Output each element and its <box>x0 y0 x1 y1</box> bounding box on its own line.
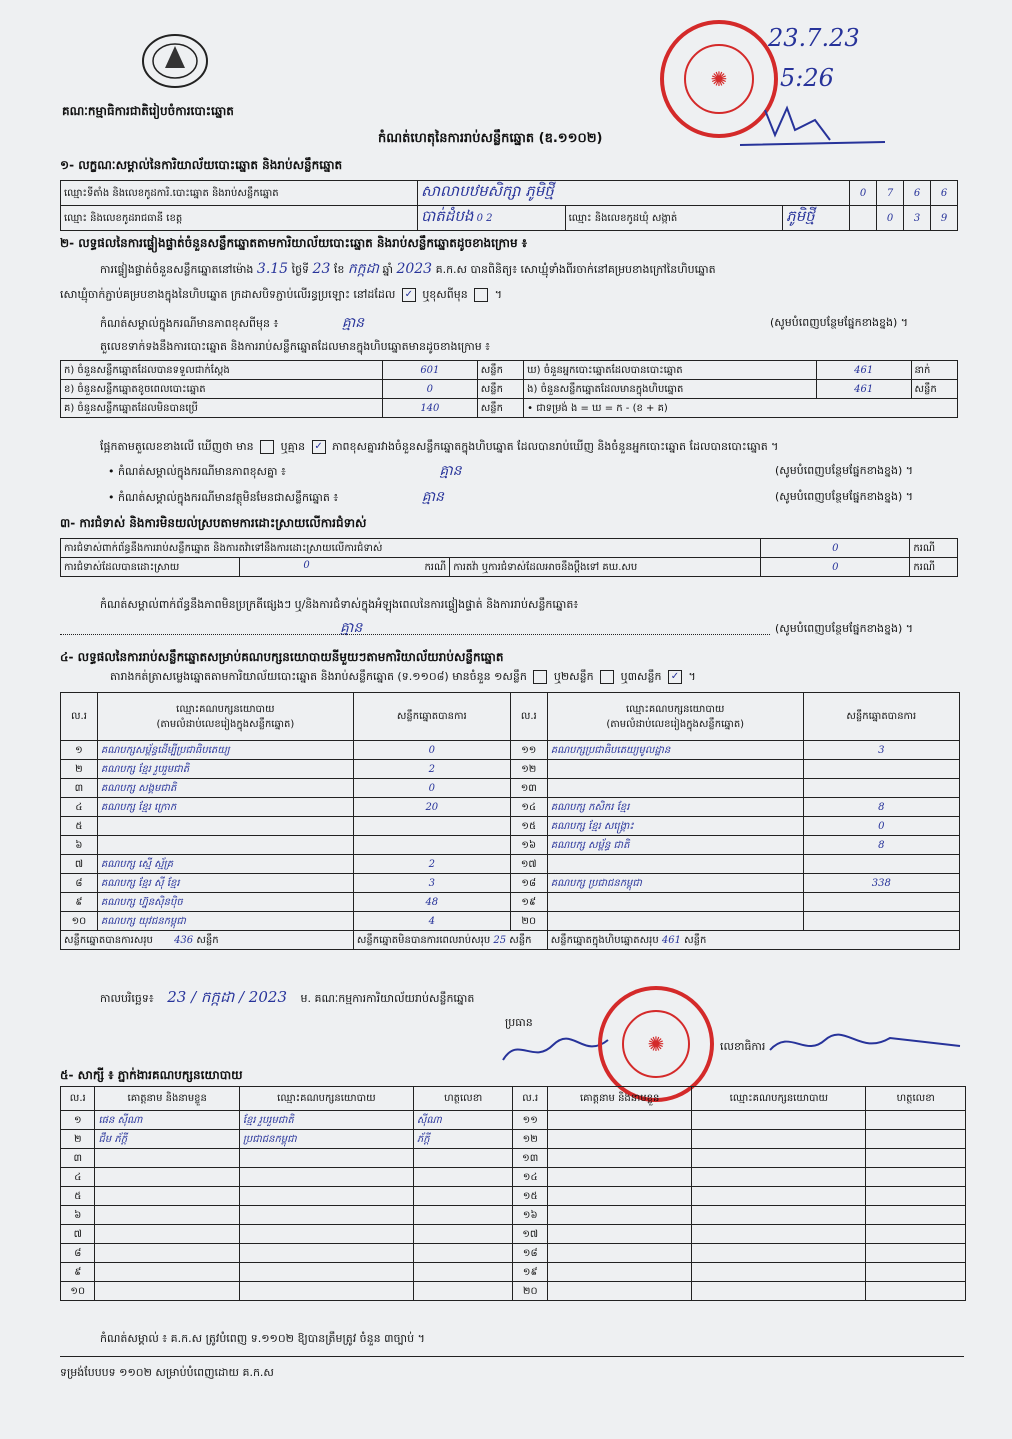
footer-note: កំណត់សម្គាល់ ៖ គ.ក.ស ត្រូវបំពេញ ទ.១១០២ ឱ្យបានត្រឹមត្រូវ ចំនួន ៣ច្បាប់ ។ <box>100 1332 425 1345</box>
col-name: គោត្តនាម និងនាមខ្លួន <box>95 1087 239 1111</box>
row-no: ១៧ <box>513 1225 547 1244</box>
witness-signature: ស៊ីណា <box>413 1111 513 1130</box>
row-no: ៧ <box>61 1225 95 1244</box>
row-no: ៦ <box>61 836 98 855</box>
s1-code-digit: 0 <box>850 181 877 206</box>
row-no: ៩ <box>61 1263 95 1282</box>
s1-commune-value: ភូមិថ្មី <box>786 207 815 225</box>
s2-month: កក្កដា <box>347 261 379 277</box>
figure-value: 461 <box>816 380 911 399</box>
vote-count: 0 <box>803 817 959 836</box>
complaint-unit: ករណី <box>910 558 958 577</box>
s2-bullet-2 <box>108 490 444 505</box>
s2-bullet-1 <box>108 464 462 479</box>
row-no: ១៨ <box>513 1244 547 1263</box>
result-row <box>61 798 960 817</box>
party-name <box>97 817 353 836</box>
result-row <box>61 855 960 874</box>
total-box-value: 461 <box>661 934 681 946</box>
no-difference-checkbox[interactable]: ✓ <box>312 440 326 454</box>
secretary-label: លេខាធិការ <box>720 1040 766 1053</box>
seal-icon: ✺ <box>622 1010 691 1079</box>
s3-note: កំណត់សម្គាល់ពាក់ព័ន្ធនឹងភាពមិនប្រក្រតីផ្សេងៗ ឬ/និងការជំទាស់ក្នុងអំឡុងពេលនៃការផ្ទៀងផ្ទាត់ និងការរាប់សន្លឹកឆ្នោត៖ <box>100 598 579 611</box>
same-checkbox[interactable]: ✓ <box>402 288 416 302</box>
figure-label: ឃ) ចំនួនអ្នកបោះឆ្នោតដែលបានបោះឆ្នោត <box>524 361 817 380</box>
total-unit: សន្លឹក <box>196 934 219 946</box>
result-row <box>61 912 960 931</box>
vote-count <box>803 779 959 798</box>
complaints-table <box>60 538 958 577</box>
result-row <box>61 817 960 836</box>
signature-mark <box>735 100 895 150</box>
s2-text: ថ្ងៃទី <box>291 263 310 276</box>
s2-text: ការផ្ទៀងផ្ទាត់ចំនួនសន្លឹកឆ្នោតនៅម៉ោង <box>100 263 254 276</box>
vote-count <box>803 855 959 874</box>
vote-count: 3 <box>353 874 510 893</box>
witness-name: ផេន ស៊ីណា <box>95 1111 239 1130</box>
s2-text: ឬគ្មាន <box>280 440 306 453</box>
col-sign: ហត្ថលេខា <box>866 1087 966 1111</box>
col-party-title: ឈ្មោះគណបក្សនយោបាយ <box>625 703 725 715</box>
chair-label: ប្រធាន <box>505 1016 533 1029</box>
witness-party: ប្រជាជនកម្ពុជា <box>239 1130 413 1149</box>
s2-difference-note <box>100 316 364 331</box>
row-no: ២០ <box>510 912 547 931</box>
figure-unit: សន្លឹក <box>477 361 523 380</box>
org-name: គណៈកម្មាធិការជាតិរៀបចំការបោះឆ្នោត <box>62 104 234 118</box>
party-name: គណបក្ស ខ្មែរ ស៊ី ខ្មែរ <box>97 874 353 893</box>
witness-signature: ភ័ក្តី <box>413 1130 513 1149</box>
s2-discrepancy-line <box>100 440 778 454</box>
vote-count <box>803 893 959 912</box>
party-name: គណបក្សសម្ព័ន្ធដើម្បីប្រជាធិបតេយ្យ <box>97 741 353 760</box>
fill-hint: (សូមបំពេញបន្ថែមផ្នែកខាងខ្នង) ។ <box>775 464 914 477</box>
party-name <box>97 836 353 855</box>
handwritten-time: 5:26 <box>780 64 834 92</box>
vote-count <box>353 817 510 836</box>
col-votes: សន្លឹកឆ្នោតបានការ <box>353 693 510 741</box>
s4-text: ឬ២សន្លឹក <box>553 670 594 683</box>
fill-hint: (សូមបំពេញបន្ថែមផ្នែកខាងខ្នង) ។ <box>770 316 909 329</box>
party-name: គណបក្ស ហ្វ៊ុនស៊ិនប៉ិច <box>97 893 353 912</box>
section4-heading: ៤- លទ្ធផលនៃការរាប់សន្លឹកឆ្នោតសម្រាប់គណបក្សនយោបាយនីមួយៗតាមការិយាល័យរាប់សន្លឹកឆ្នោត <box>60 650 504 664</box>
party-name: គណបក្ស ខ្មែរ រួបរួមជាតិ <box>97 760 353 779</box>
complaint-label: ការជំទាស់ពាក់ព័ន្ធនឹងការរាប់សន្លឹកឆ្នោត និងការតវ៉ាទៅនឹងការដោះស្រាយលើការជំទាស់ <box>61 539 761 558</box>
row-no: ១២ <box>510 760 547 779</box>
party-name <box>547 779 803 798</box>
row-no: ៣ <box>61 779 98 798</box>
vote-count: 20 <box>353 798 510 817</box>
total-valid-label: សន្លឹកឆ្នោតបានការសរុប <box>64 934 153 946</box>
s2-text: គ.ក.ស បានពិនិត្យ៖ សោឃ្មុំទាំងពីរចាក់នៅគម្របខាងក្រៅនៃហិបឆ្នោត <box>435 263 716 276</box>
appeal-value: 0 <box>761 558 910 577</box>
row-no: ១៨ <box>510 874 547 893</box>
figure-value: 0 <box>383 380 478 399</box>
result-row <box>61 741 960 760</box>
appeal-label: ការតវ៉ា ឬការជំទាស់ដែលអាចនឹងប្តឹងទៅ គឃ.សប <box>450 558 761 577</box>
party-name: គណបក្ស សម្ព័ន្ធ ជាតិ <box>547 836 803 855</box>
party-name: គណបក្ស ខ្មែរ ក្រោក <box>97 798 353 817</box>
witness-row <box>61 1263 966 1282</box>
ballot-figures-table <box>60 360 958 418</box>
figure-label: ង) ចំនួនសន្លឹកឆ្នោតដែលមានក្នុងហិបឆ្នោត <box>524 380 817 399</box>
figures-row <box>61 380 958 399</box>
witness-row <box>61 1187 966 1206</box>
two-sheets-checkbox[interactable] <box>600 670 614 684</box>
witness-row <box>61 1225 966 1244</box>
row-no: ៧ <box>61 855 98 874</box>
row-no: ១១ <box>513 1111 547 1130</box>
party-name <box>547 855 803 874</box>
figure-unit: សន្លឹក <box>477 380 523 399</box>
row-no: ៨ <box>61 874 98 893</box>
witness-row <box>61 1111 966 1130</box>
party-name: គណបក្ស កសិករ ខ្មែរ <box>547 798 803 817</box>
col-party-sub: (តាមលំដាប់លេខរៀងក្នុងសន្លឹកឆ្នោត) <box>606 718 745 730</box>
row-no: ១ <box>61 1111 95 1130</box>
figure-label: ខ) ចំនួនសន្លឹកឆ្នោតខូចពេលបោះឆ្នោត <box>61 380 383 399</box>
row-no: ១ <box>61 741 98 760</box>
row-no: ១៧ <box>510 855 547 874</box>
s2-figures-intro: តួលេខទាក់ទងនឹងការបោះឆ្នោត និងការរាប់សន្លឹកឆ្នោតដែលមានក្នុងហិបឆ្នោតមានដូចខាងក្រោម ៖ <box>100 340 491 353</box>
s1-location-value: សាលាបឋមសិក្សា ភូមិថ្មី <box>421 182 554 200</box>
vote-count: 338 <box>803 874 959 893</box>
row-no: ១៥ <box>513 1187 547 1206</box>
s4-text: តារាងកត់ត្រាសម្លេងឆ្នោតតាមការិយាល័យបោះឆ្នោត និងរាប់សន្លឹកឆ្នោត (ទ.១១០៨) មានចំនួន ១សន្លឹក <box>110 670 527 683</box>
s1-province-code: 2 <box>486 213 493 224</box>
row-no: ១៩ <box>513 1263 547 1282</box>
col-no: ល.រ <box>510 693 547 741</box>
fill-hint: (សូមបំពេញបន្ថែមផ្នែកខាងខ្នង) ។ <box>775 490 914 503</box>
row-no: ៤ <box>61 798 98 817</box>
col-name: គោត្តនាម និងនាមខ្លួន <box>547 1087 691 1111</box>
total-invalid-value: 25 <box>493 934 507 946</box>
party-name: គណបក្ស ខ្មែរ សង្គ្រោះ <box>547 817 803 836</box>
s3-note-value: គ្មាន <box>340 620 363 636</box>
vote-count: 3 <box>803 741 959 760</box>
fill-hint: (សូមបំពេញបន្ថែមផ្នែកខាងខ្នង) ។ <box>775 622 914 635</box>
witness-row <box>61 1168 966 1187</box>
total-unit: សន្លឹក <box>509 934 532 946</box>
date-line <box>100 990 474 1006</box>
figure-label: គ) ចំនួនសន្លឹកឆ្នោតដែលមិនបានប្រើ <box>61 399 383 418</box>
s2-verify-line <box>100 262 716 277</box>
result-row <box>61 760 960 779</box>
vote-count: 4 <box>353 912 510 931</box>
nec-logo <box>140 32 210 90</box>
s2-text: សោឃ្មុំចាក់ភ្ជាប់គម្របខាងក្នុងនៃហិបឆ្នោត ក្រដាសបិទភ្ជាប់លើរន្ធប្រឡោះ នៅដដែល <box>60 288 396 301</box>
col-party <box>97 693 353 741</box>
s1-commune-label: ឈ្មោះ និងលេខកូដឃុំ សង្កាត់ <box>565 206 782 231</box>
s2-year: 2023 <box>396 261 433 277</box>
figure-value: 140 <box>383 399 478 418</box>
figures-row <box>61 361 958 380</box>
vote-count <box>803 912 959 931</box>
complaint-unit: ករណី <box>424 561 447 573</box>
row-no: ៥ <box>61 1187 95 1206</box>
figure-value: 601 <box>383 361 478 380</box>
s2-text: • កំណត់សម្គាល់ក្នុងករណីមានភាពខុសគ្នា ៖ <box>108 465 286 478</box>
s2-text: ផ្អែកតាមតួលេខខាងលើ ឃើញថា មាន <box>100 440 254 453</box>
vote-count: 0 <box>353 741 510 760</box>
row-no: ៩ <box>61 893 98 912</box>
s2-bullet1-value: គ្មាន <box>439 463 462 479</box>
vote-count <box>353 836 510 855</box>
s2-note-value: គ្មាន <box>341 315 365 331</box>
three-sheets-checkbox[interactable]: ✓ <box>668 670 682 684</box>
row-no: ១៤ <box>510 798 547 817</box>
changed-checkbox[interactable] <box>474 288 488 302</box>
row-no: ១៤ <box>513 1168 547 1187</box>
row-no: ១៩ <box>510 893 547 912</box>
vote-count: 8 <box>803 836 959 855</box>
party-name: គណបក្ស ប្រជាជនកម្ពុជា <box>547 874 803 893</box>
total-invalid-label: សន្លឹកឆ្នោតមិនបានការពេលរាប់សរុប <box>356 934 491 946</box>
col-no: ល.រ <box>61 693 98 741</box>
section1-heading: ១- លក្ខណៈសម្គាល់នៃការិយាល័យបោះឆ្នោត និងរាប់សន្លឹកឆ្នោត <box>60 158 343 172</box>
party-name <box>547 893 803 912</box>
official-stamp-bottom <box>598 986 714 1102</box>
has-difference-checkbox[interactable] <box>260 440 274 454</box>
witness-name: ជឹម ភ័ក្តី <box>95 1130 239 1149</box>
one-sheet-checkbox[interactable] <box>533 670 547 684</box>
s2-text: ភាពខុសគ្នារវាងចំនួនសន្លឹកឆ្នោតក្នុងហិបឆ្នោត ដែលបានរាប់ឃើញ និងចំនួនអ្នកបោះឆ្នោត ដែលបានបោះឆ្នោត ។ <box>332 440 779 453</box>
totals-row <box>61 931 960 950</box>
seal-icon: ✺ <box>684 44 754 114</box>
s1-code-digit: 6 <box>904 181 931 206</box>
figure-formula: • ជាទម្រង់ ង = ឃ = ក - (ខ + គ) <box>524 399 958 418</box>
vote-count <box>803 760 959 779</box>
col-party: ឈ្មោះគណបក្សនយោបាយ <box>239 1087 413 1111</box>
s1-location-label: ឈ្មោះទីតាំង និងលេខកូដការិ.បោះឆ្នោត និងរាប់សន្លឹកឆ្នោត <box>61 181 418 206</box>
vote-count: 8 <box>803 798 959 817</box>
row-no: ១២ <box>513 1130 547 1149</box>
s2-text: ឬខុសពីមុន <box>422 288 468 301</box>
row-no: ១៥ <box>510 817 547 836</box>
row-no: ១៦ <box>510 836 547 855</box>
document-title: កំណត់ហេតុនៃការរាប់សន្លឹកឆ្នោត (ឌ.១១០២) <box>378 131 603 146</box>
total-box-cell <box>547 931 959 950</box>
row-no: ១០ <box>61 1282 95 1301</box>
signature-mark <box>760 1028 970 1062</box>
form-reference: ទម្រង់បែបបទ ១១០២ សម្រាប់បំពេញដោយ គ.ក.ស <box>60 1366 274 1379</box>
row-no: ២ <box>61 760 98 779</box>
s4-text: ឬ៣សន្លឹក <box>620 670 662 683</box>
row-no: ៣ <box>61 1149 95 1168</box>
s1-commune-code: 3 <box>904 206 931 231</box>
witness-table <box>60 1086 966 1301</box>
row-no: ១៦ <box>513 1206 547 1225</box>
figures-row <box>61 399 958 418</box>
s2-hour: 3.15 <box>256 261 289 277</box>
party-name: គណបក្ស ស្មើ ស្ម័គ្រ <box>97 855 353 874</box>
row-no: ៤ <box>61 1168 95 1187</box>
figure-label: ក) ចំនួនសន្លឹកឆ្នោតដែលបានទទួលជាក់ស្តែង <box>61 361 383 380</box>
figure-unit: នាក់ <box>911 361 957 380</box>
s1-province-label: ឈ្មោះ និងលេខកូដរាជធានី ខេត្ត <box>61 206 418 231</box>
committee-label: ម. គណៈកម្មការការិយាល័យរាប់សន្លឹកឆ្នោត <box>300 992 475 1005</box>
s1-province-value: បាត់ដំបង <box>421 207 474 225</box>
date-value: 23 / កក្កដា / 2023 <box>167 988 287 1006</box>
result-row <box>61 836 960 855</box>
col-no: ល.រ <box>513 1087 547 1111</box>
s2-text: ឆ្នាំ <box>382 263 393 276</box>
section1-table <box>60 180 958 231</box>
resolved-label: ការជំទាស់ដែលបានដោះស្រាយ <box>61 558 240 577</box>
s1-code-digit: 6 <box>931 181 958 206</box>
vote-count: 48 <box>353 893 510 912</box>
col-party-title: ឈ្មោះគណបក្សនយោបាយ <box>176 703 275 715</box>
row-no: ១៣ <box>510 779 547 798</box>
row-no: ២ <box>61 1130 95 1149</box>
s2-text: ខែ <box>333 263 345 276</box>
witness-row <box>61 1130 966 1149</box>
row-no: ៦ <box>61 1206 95 1225</box>
date-label: កាលបរិច្ឆេទ៖ <box>100 992 154 1005</box>
s2-bullet2-value: គ្មាន <box>421 489 444 505</box>
row-no: ១០ <box>61 912 98 931</box>
figure-unit: សន្លឹក <box>911 380 957 399</box>
witness-row <box>61 1282 966 1301</box>
row-no: ៥ <box>61 817 98 836</box>
s2-text: កំណត់សម្គាល់ក្នុងករណីមានភាពខុសពីមុន ៖ <box>100 317 279 330</box>
witness-party: ខ្មែរ រួបរួមជាតិ <box>239 1111 413 1130</box>
party-name <box>547 760 803 779</box>
vote-count: 0 <box>353 779 510 798</box>
complaint-unit: ករណី <box>910 539 958 558</box>
section3-heading: ៣- ការជំទាស់ និងការមិនយល់ស្របតាមការដោះស្រាយលើការជំទាស់ <box>60 516 367 530</box>
s1-province-code: 0 <box>476 213 483 224</box>
col-sign: ហត្ថលេខា <box>413 1087 513 1111</box>
party-name: គណបក្ស យុវជនកម្ពុជា <box>97 912 353 931</box>
party-name: គណបក្ស សង្គមជាតិ <box>97 779 353 798</box>
col-party-sub: (តាមលំដាប់លេខរៀងក្នុងសន្លឹកឆ្នោត) <box>156 718 295 730</box>
party-name: គណបក្សប្រជាធិបតេយ្យមូលដ្ឋាន <box>547 741 803 760</box>
total-box-label: សន្លឹកឆ្នោតក្នុងហិបឆ្នោតសរុប <box>550 934 659 946</box>
col-party: ឈ្មោះគណបក្សនយោបាយ <box>692 1087 866 1111</box>
col-no: ល.រ <box>61 1087 95 1111</box>
resolved-value: 0 <box>303 559 310 571</box>
total-valid-cell <box>61 931 354 950</box>
total-unit: សន្លឹក <box>684 934 707 946</box>
witness-row <box>61 1206 966 1225</box>
s1-commune-code: 9 <box>931 206 958 231</box>
row-no: ១១ <box>510 741 547 760</box>
result-row <box>61 874 960 893</box>
s2-text: • កំណត់សម្គាល់ក្នុងករណីមានវត្ថុមិនមែនជាសន្លឹកឆ្នោត ៖ <box>108 491 339 504</box>
handwritten-date: 23.7.23 <box>768 24 860 52</box>
complaint-value: 0 <box>761 539 910 558</box>
witness-row <box>61 1149 966 1168</box>
row-no: ៨ <box>61 1244 95 1263</box>
row-no: ១៣ <box>513 1149 547 1168</box>
col-votes: សន្លឹកឆ្នោតបានការ <box>803 693 959 741</box>
vote-count: 2 <box>353 760 510 779</box>
section2-heading: ២- លទ្ធផលនៃការផ្ទៀងផ្ទាត់ចំនួនសន្លឹកឆ្នោតតាមការិយាល័យបោះឆ្នោត និងរាប់សន្លឹកឆ្នោតដូចខាងក្រោម ៖ <box>60 236 528 250</box>
s4-sheets-line: តារាងកត់ត្រាសម្លេងឆ្នោតតាមការិយាល័យបោះឆ្នោត និងរាប់សន្លឹកឆ្នោត (ទ.១១០៨) មានចំនួន ១សន្លឹក ឬ២សន្លឹក ឬ៣សន្លឹក ✓ ។ <box>110 670 696 683</box>
resolved-cell <box>240 558 450 577</box>
witness-row <box>61 1244 966 1263</box>
total-invalid-cell <box>353 931 547 950</box>
result-row <box>61 893 960 912</box>
section5-heading: ៥- សាក្សី ៖ ភ្នាក់ងារគណបក្សនយោបាយ <box>60 1068 243 1082</box>
s1-commune-code: 0 <box>877 206 904 231</box>
vote-count: 2 <box>353 855 510 874</box>
s2-seal-line: សោឃ្មុំចាក់ភ្ជាប់គម្របខាងក្នុងនៃហិបឆ្នោត ក្រដាសបិទភ្ជាប់លើរន្ធប្រឡោះ នៅដដែល ✓ ឬខុសពីមុន ។ <box>60 288 502 301</box>
total-valid-value: 436 <box>174 934 194 946</box>
s1-code-digit: 7 <box>877 181 904 206</box>
figure-value: 461 <box>816 361 911 380</box>
row-no: ២០ <box>513 1282 547 1301</box>
party-results-table <box>60 692 960 950</box>
figure-unit: សន្លឹក <box>477 399 523 418</box>
s2-day: 23 <box>312 261 331 277</box>
result-row <box>61 779 960 798</box>
party-name <box>547 912 803 931</box>
col-party <box>547 693 803 741</box>
